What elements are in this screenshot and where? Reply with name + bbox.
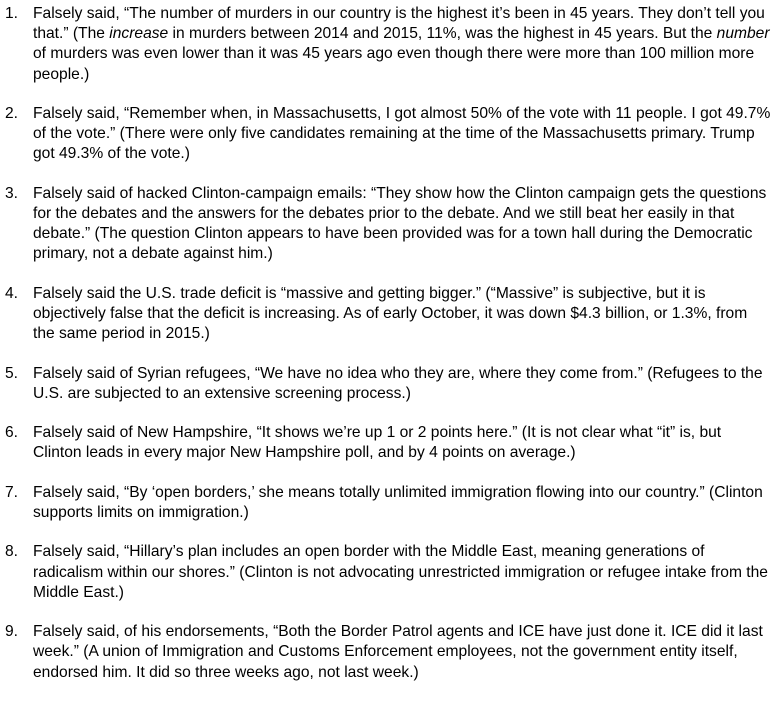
item-number: 7. — [5, 483, 19, 501]
item-number: 1. — [5, 5, 19, 22]
list-item — [0, 4, 774, 85]
text-segment: in murders between 2014 and 2015, 11%, was the highest in 45 years. But the — [168, 25, 717, 43]
list-item — [0, 542, 774, 603]
item-number: 5. — [5, 364, 19, 382]
list-item — [0, 284, 774, 345]
text-segment: of murders was even lower than it was 45 years ago even though there were more than 100 million more people.) — [33, 45, 755, 83]
item-number: 6. — [5, 424, 19, 442]
item-text: Falsely said, “Hillary’s plan includes an open border with the Middle East, meaning generations of radicalism within our shores.” (Clinton is not advocating unrestricted immigration or refugee intake from the Middle East.) — [33, 543, 768, 601]
list-item — [0, 483, 774, 523]
list-item — [0, 184, 774, 265]
item-text: Falsely said, “By ‘open borders,’ she means totally unlimited immigration flowing into our country.” (Clinton supports limits on immigration.) — [33, 483, 763, 521]
item-number: 4. — [5, 284, 19, 302]
item-text: Falsely said of Syrian refugees, “We have no idea who they are, where they come from.” (Refugees to the U.S. are subjected to an extensive screening process.) — [33, 364, 763, 402]
item-number: 3. — [5, 184, 19, 202]
item-number: 2. — [5, 105, 19, 122]
item-text: Falsely said of New Hampshire, “It shows we’re up 1 or 2 points here.” (It is not clear what “it” is, but Clinton leads in every major New Hampshire poll, and by 4 points on average.) — [33, 424, 722, 462]
item-text: Falsely said of hacked Clinton-campaign emails: “They show how the Clinton campaign gets the questions for the debates and the answers for the debates prior to the debate. And we still beat her easily in that debate.” (The question Clinton appears to have been provided was for a town hall during the Democratic primary, not a debate against him.) — [33, 184, 767, 263]
item-number: 8. — [5, 543, 19, 561]
item-text: Falsely said, of his endorsements, “Both the Border Patrol agents and ICE have just done it. ICE did it last week.” (A union of Immigration and Customs Enforcement employees, not the government entity itself, endorsed him. It did so three weeks ago, not last week.) — [33, 623, 763, 681]
list-item — [0, 104, 774, 165]
list-item — [0, 622, 774, 683]
item-number: 9. — [5, 623, 19, 641]
list-item — [0, 364, 774, 404]
text-segment: Falsely said, “The number of murders in our country is the highest it’s been in 45 years. They don’t tell you that.” (The — [33, 5, 765, 43]
item-text: Falsely said the U.S. trade deficit is “massive and getting bigger.” (“Massive” is subjective, but it is objectively false that the deficit is increasing. As of early October, it was down $4.3 billion, or 1.3%, from the same period in 2015.) — [33, 284, 748, 343]
item-text — [33, 5, 770, 83]
item-text: Falsely said, “Remember when, in Massachusetts, I got almost 50% of the vote with 11 people. I got 49.7% of the vote.” (There were only five candidates remaining at the time of the Massachusetts primary. Trump got 49.3% of the vote.) — [33, 105, 771, 163]
emphasis-segment: increase — [109, 25, 169, 43]
list-item — [0, 423, 774, 463]
emphasis-segment: number — [716, 25, 770, 43]
